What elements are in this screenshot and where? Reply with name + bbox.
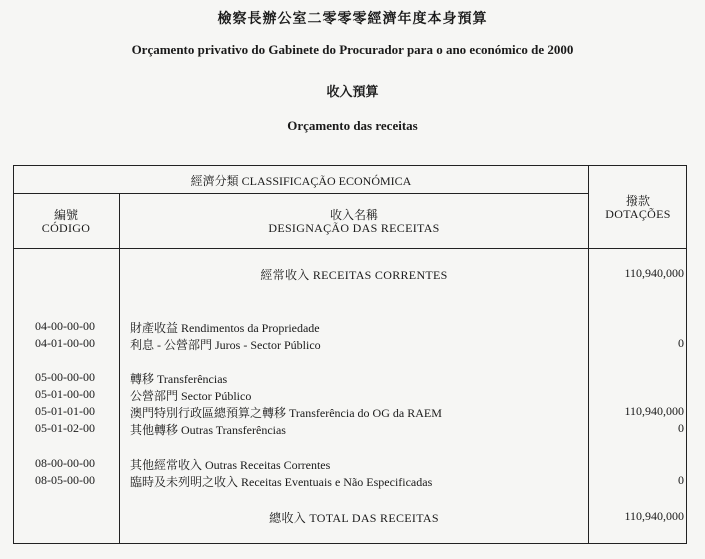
table-row-desc: 其他經常收入 Outras Receitas Correntes (130, 458, 331, 472)
code-header-zh: 編號 (53, 208, 78, 222)
section-title: 經常收入 RECEITAS CORRENTES (260, 268, 448, 282)
table-row-code: 08-00-00-00 (35, 456, 95, 470)
table-row-code: 05-01-00-00 (35, 387, 95, 401)
table-row-desc: 轉移 Transferências (130, 372, 228, 386)
table-row-amount: 0 (678, 473, 684, 487)
total-label: 總收入 TOTAL DAS RECEITAS (269, 511, 439, 525)
table-row-amount: 0 (678, 336, 684, 350)
table-row-code: 08-05-00-00 (35, 473, 95, 487)
table-row-amount: 110,940,000 (624, 404, 684, 418)
table-row-desc: 其他轉移 Outras Transferências (130, 423, 286, 437)
table-row-code: 05-00-00-00 (35, 370, 95, 384)
desc-header-pt: DESIGNAÇÃO DAS RECEITAS (268, 221, 440, 235)
table-row-desc: 公營部門 Sector Público (130, 389, 252, 403)
table-row-amount: 0 (678, 421, 684, 435)
table-row-desc: 利息 - 公營部門 Juros - Sector Público (130, 338, 321, 352)
code-column-divider (119, 193, 120, 544)
amount-header-pt: DOTAÇÕES (605, 207, 671, 221)
subtitle-zh: 收入預算 (326, 84, 379, 99)
total-amount: 110,940,000 (624, 509, 684, 523)
table-row-code: 04-00-00-00 (35, 319, 95, 333)
table-row-code: 05-01-02-00 (35, 421, 95, 435)
table-row-desc: 臨時及未列明之收入 Receitas Eventuais e Não Especificadas (130, 475, 433, 489)
subtitle-pt: Orçamento das receitas (287, 118, 418, 133)
table-row-code: 05-01-01-00 (35, 404, 95, 418)
header-divider (13, 248, 687, 249)
classification-divider (13, 193, 589, 194)
amount-header-zh: 撥款 (625, 194, 650, 208)
section-total: 110,940,000 (624, 266, 684, 280)
table-row-code: 04-01-00-00 (35, 336, 95, 350)
classification-header: 經濟分類 CLASSIFICAÇÃO ECONÓMICA (190, 174, 412, 188)
code-header-pt: CÓDIGO (41, 221, 91, 235)
table-row-desc: 澳門特別行政區總預算之轉移 Transferência do OG da RAEM (130, 406, 442, 420)
table-row-desc: 財產收益 Rendimentos da Propriedade (130, 321, 320, 335)
title-zh: 檢察長辦公室二零零零經濟年度本身預算 (217, 12, 488, 27)
title-pt: Orçamento privativo do Gabinete do Procurador para o ano económico de 2000 (131, 42, 574, 57)
desc-header-zh: 收入名稱 (329, 208, 378, 222)
